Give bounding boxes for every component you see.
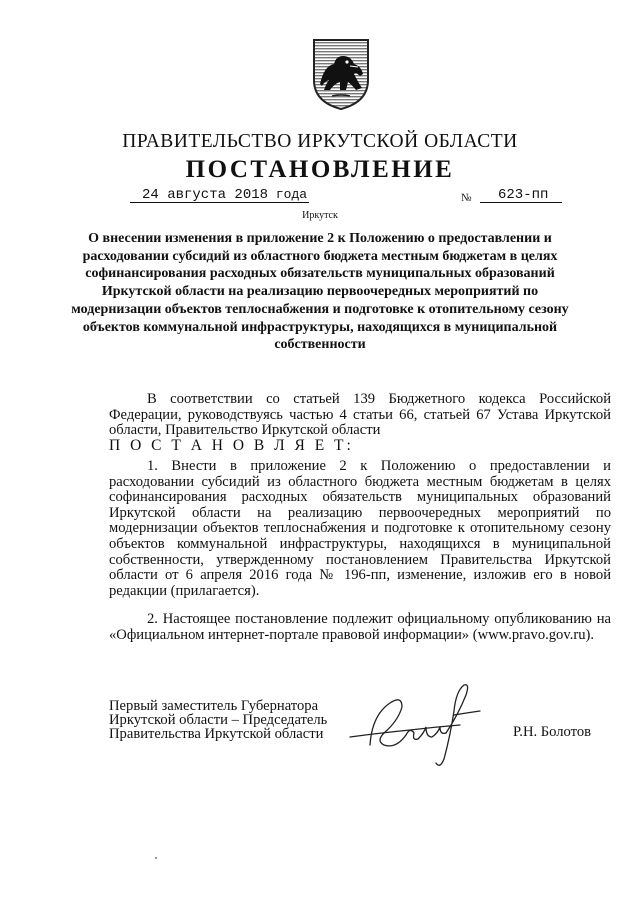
item-1-paragraph: 1. Внести в приложение 2 к Положению о предоставлении и расходовании субсидий из областного бюджета местным бюджетам в целях софинансирования расходных обязательств муниципальных образований Иркутской области на реализацию первоочередных мероприятий по модернизации объектов теплоснабжения и подготовке к отопительному сезону объектов коммунальной инфраструктуры, находящихся в муниципальной собственности, утвержденному постановлением Правительства Иркутской области от 6 апреля 2016 года № 196-пп, изменение, изложив его в новой редакции (прилагается). — [109, 458, 611, 599]
handwritten-signature-icon — [340, 675, 520, 775]
date-suffix: года — [275, 187, 308, 202]
document-date — [130, 188, 309, 203]
date-value: 24 августа 2018 — [142, 187, 269, 203]
document-heading: О внесении изменения в приложение 2 к Положению о предоставлении и расходовании субсидий из областного бюджета местным бюджетам в целях софинансирования расходных обязательств муниципальных образований Иркутской области на реализацию первоочередных мероприятий по модернизации объектов теплоснабжения и подготовке к отопительному сезону объектов коммунальной инфраструктуры, находящихся в муниципальной собственности — [71, 231, 569, 353]
city-label: Иркутск — [302, 210, 338, 221]
signer-position-line-1: Первый заместитель Губернатора — [109, 698, 319, 714]
scan-speck — [155, 857, 157, 859]
resolves-label: П О С Т А Н О В Л Я Е Т: — [109, 437, 354, 454]
signer-position-line-2: Иркутской области – Председатель — [109, 711, 328, 728]
document-number: 623-пп — [480, 188, 562, 203]
signer-position-line-3: Правительства Иркутской области — [109, 725, 324, 742]
preamble-paragraph: В соответствии со статьей 139 Бюджетного кодекса Российской Федерации, руководствуясь частью 4 статьи 66, статьей 67 Устава Иркутской области, Правительство Иркутской области — [109, 391, 611, 439]
document-type-title: ПОСТАНОВЛЕНИЕ — [185, 156, 455, 183]
number-label: № — [461, 192, 472, 204]
item-2-paragraph: 2. Настоящее постановление подлежит официальному опубликованию на «Официальном интернет-портале правовой информации» (www.pravo.gov.ru). — [109, 611, 611, 643]
signer-position — [109, 700, 327, 741]
government-title: ПРАВИТЕЛЬСТВО ИРКУТСКОЙ ОБЛАСТИ — [122, 131, 518, 152]
signer-name: Р.Н. Болотов — [513, 724, 592, 740]
coat-of-arms-icon — [310, 36, 372, 112]
